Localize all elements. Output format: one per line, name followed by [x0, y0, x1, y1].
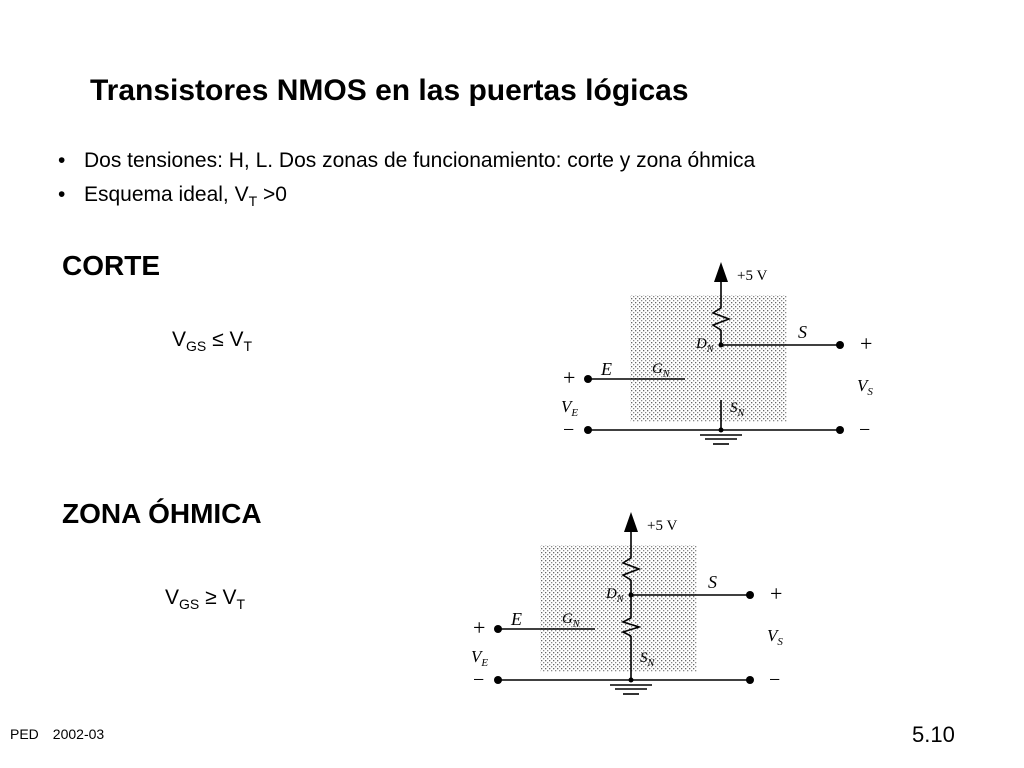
drain-label: $D_N$	[606, 586, 624, 605]
supply-arrow-icon	[714, 262, 728, 282]
bullet-list	[58, 144, 755, 218]
vs-label: $V_S$	[857, 376, 873, 398]
section-heading-ohmica: ZONA ÓHMICA	[62, 498, 262, 529]
drain-label: $D_N$	[696, 336, 714, 355]
svg-text:+: +	[563, 365, 576, 390]
vs-label: $V_S$	[767, 626, 783, 648]
ve-label: $V_E$	[471, 647, 489, 669]
svg-text:+: +	[770, 581, 783, 606]
supply-arrow-icon	[624, 512, 638, 532]
footer-course: PED	[10, 726, 39, 742]
svg-text:+5 V: +5 V	[647, 518, 678, 534]
input-terminal	[584, 375, 592, 383]
ground-icon	[700, 435, 742, 444]
output-terminal	[836, 341, 844, 349]
circuit-ohmica	[465, 508, 805, 708]
svg-text:−: −	[473, 669, 485, 691]
slide-number: 5.10	[912, 722, 955, 747]
source-label: $S_N$	[640, 650, 655, 669]
bullet-marker: •	[58, 183, 66, 206]
output-label: S	[798, 322, 807, 342]
svg-text:−: −	[859, 419, 871, 441]
source-label: $S_N$	[730, 400, 745, 419]
input-label: E	[601, 359, 612, 379]
bullet-text: Esquema ideal, $V_T >0$	[84, 183, 287, 210]
svg-text:+: +	[473, 615, 486, 640]
output-terminal	[746, 591, 754, 599]
transistor-box	[540, 545, 697, 672]
bullet-item	[58, 178, 755, 218]
bullet-text: Dos tensiones: H, L. Dos zonas de funcionamiento: corte y zona óhmica	[84, 149, 756, 172]
footer-year: 2002-03	[52, 726, 105, 742]
condition-corte: $V_{GS} \le V_T$	[172, 328, 253, 355]
svg-text:−: −	[769, 669, 781, 691]
transistor-box	[630, 295, 787, 422]
circuit-corte	[555, 258, 895, 458]
input-label: E	[511, 609, 522, 629]
slide-title: Transistores NMOS en las puertas lógicas	[90, 74, 689, 107]
svg-text:+: +	[860, 331, 873, 356]
gate-label: $G_N$	[562, 611, 580, 630]
ve-label: $V_E$	[561, 397, 579, 419]
condition-ohmica: $V_{GS} \ge V_T$	[165, 586, 246, 613]
input-terminal	[494, 625, 502, 633]
footer	[10, 726, 104, 742]
svg-text:−: −	[563, 419, 575, 441]
output-label: S	[708, 572, 717, 592]
gate-label: $G_N$	[652, 361, 670, 380]
svg-text:+5 V: +5 V	[737, 268, 768, 284]
bullet-item	[58, 144, 755, 178]
ground-icon	[610, 685, 652, 694]
section-heading-corte: CORTE	[62, 250, 160, 281]
bullet-marker: •	[58, 149, 66, 172]
